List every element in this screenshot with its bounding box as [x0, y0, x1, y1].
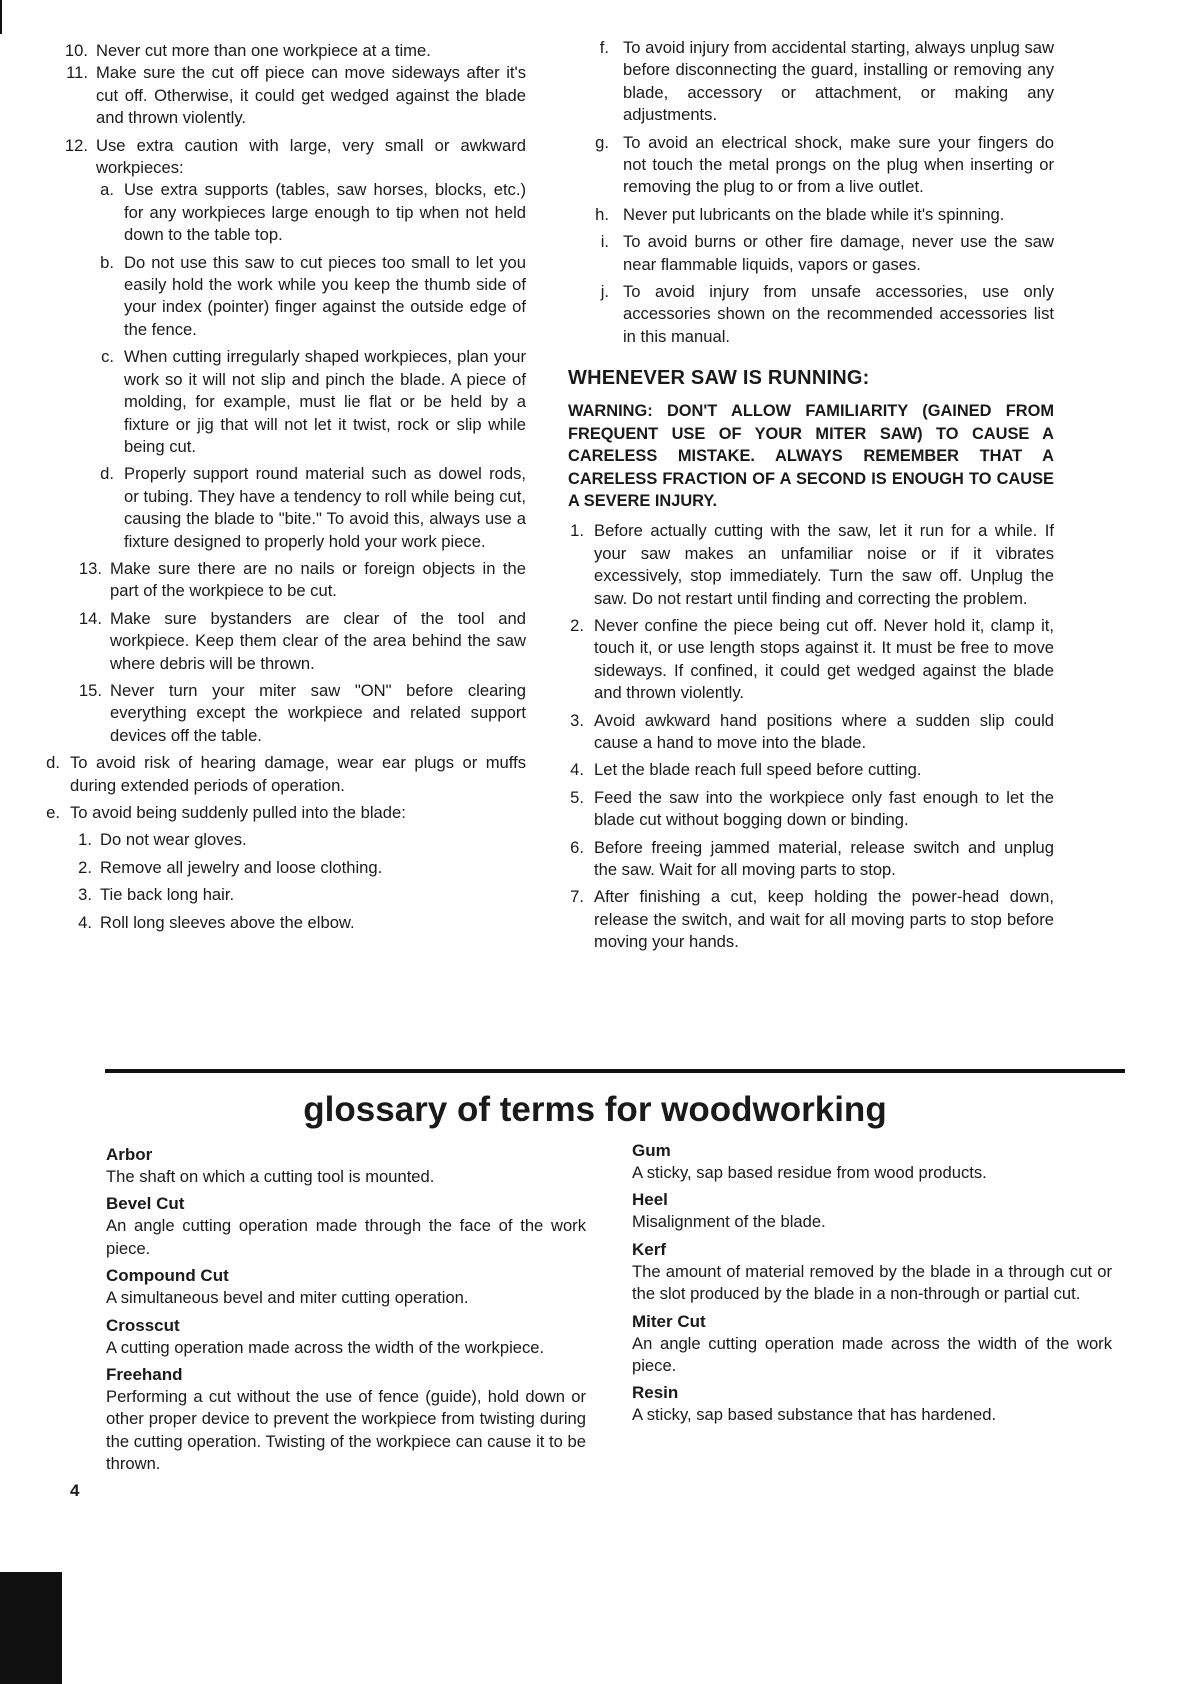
list-item-3: [570, 710, 1054, 755]
list-item-7: [570, 886, 1054, 953]
item-text: After finishing a cut, keep holding the power-head down, release the switch, and wait for all moving parts to stop before moving your hands.: [594, 887, 1054, 952]
list-item-h: [595, 204, 1054, 226]
item-text: Do not use this saw to cut pieces too small to let you easily hold the work while you keep the thumb side of your index (pointer) finger against the outside edge of the fence.: [124, 252, 526, 339]
list-item-10: [64, 40, 526, 62]
item-text: Never confine the piece being cut off. Never hold it, clamp it, touch it, or use length stops against it. It must be free to move sideways. If confined, it could get wedged against the blade and thrown violently.: [594, 615, 1054, 703]
sub-item-d: [100, 463, 526, 553]
list-item-15: [78, 680, 526, 747]
item-number: 1.: [570, 521, 584, 541]
list-item-f: [599, 37, 1054, 127]
sublist-12: [100, 179, 526, 553]
glossary-entry: [632, 1382, 1112, 1426]
item-text: Never cut more than one workpiece at a time.: [96, 41, 431, 60]
item-text: To avoid being suddenly pulled into the blade:: [70, 803, 406, 822]
glossary-left-column: [106, 1144, 586, 1481]
glossary-entry: [632, 1140, 1112, 1184]
item-text: To avoid burns or other fire damage, never use the saw near flammable liquids, vapors or gases.: [623, 232, 1054, 274]
item-number: 1.: [78, 830, 92, 850]
item-letter: a.: [100, 180, 114, 200]
item-text: When cutting irregularly shaped workpieces, plan your work so it will not slip and pinch the blade. A piece of molding, for example, must lie flat or be held by a fixture or jig that will not let it twist, rock or slip while being cut.: [124, 347, 526, 456]
item-text: Before actually cutting with the saw, let it run for a while. If your saw makes an unfamiliar noise or if it vibrates excessively, stop immediately. Turn the saw off. Unplug the saw. Do not restart until finding and correcting the problem.: [594, 521, 1054, 608]
glossary-term: Freehand: [106, 1365, 183, 1385]
glossary-definition: The amount of material removed by the blade in a through cut or the slot produced by the blade in a non-through or partial cut.: [632, 1261, 1112, 1304]
item-letter: g.: [595, 132, 609, 152]
glossary-right-column: [632, 1140, 1112, 1432]
item-text: Tie back long hair.: [100, 885, 235, 905]
glossary-definition: Performing a cut without the use of fence (guide), hold down or other proper device to prevent the workpiece from twisting during the cutting operation. Twisting of the workpiece can cause it to be thrown.: [106, 1387, 586, 1474]
item-text: To avoid an electrical shock, make sure your fingers do not touch the metal prongs on the plug when inserting or removing the plug to or from a live outlet.: [623, 132, 1054, 197]
glossary-term: Kerf: [632, 1239, 667, 1259]
e-sub-item-2: [78, 857, 526, 879]
item-number: 4.: [78, 912, 92, 932]
item-text: Use extra supports (tables, saw horses, blocks, etc.) for any workpieces large enough to tip when not held down to the table top.: [124, 180, 526, 245]
item-text: To avoid injury from accidental starting, always unplug saw before disconnecting the guard, installing or removing any blade, accessory or attachment, or making any adjustments.: [623, 38, 1054, 125]
list-item-6: [570, 837, 1054, 882]
item-number: 11.: [66, 63, 88, 83]
page-number: 4: [70, 1481, 80, 1500]
item-letter: i.: [600, 232, 609, 252]
item-number: 2.: [78, 857, 92, 877]
item-letter: e.: [46, 803, 60, 822]
sub-item-b: [100, 252, 526, 342]
item-letter: j.: [600, 282, 609, 302]
list-item-e: [46, 802, 526, 824]
list-item-13: [78, 558, 526, 603]
list-item-g: [595, 132, 1054, 199]
warning-text: WARNING: DON'T ALLOW FAMILIARITY (GAINED FROM FREQUENT USE OF YOUR MITER SAW) TO CAUSE A CARELESS MISTAKE. ALWAYS REMEMBER THAT A CARELESS FRACTION OF A SECOND IS ENOUGH TO CAUSE A SEVERE INJURY.: [568, 402, 1054, 510]
e-sub-item-1: [78, 829, 526, 851]
item-number: 4.: [570, 760, 584, 780]
item-text: Feed the saw into the workpiece only fast enough to let the blade cut without bogging down or binding.: [594, 787, 1054, 830]
item-number: 14.: [78, 608, 102, 628]
glossary-entry: [106, 1144, 586, 1188]
list-item-12: [64, 135, 526, 180]
glossary-term: Arbor: [106, 1145, 153, 1164]
item-text: Make sure bystanders are clear of the tool and workpiece. Keep them clear of the area behind the saw where debris will be thrown.: [110, 608, 526, 673]
item-number: 15.: [78, 680, 102, 700]
glossary-term: Gum: [632, 1141, 671, 1160]
item-text: Never put lubricants on the blade while it's spinning.: [623, 204, 1005, 224]
glossary-entry: [632, 1311, 1112, 1378]
list-item-j: [600, 281, 1054, 348]
item-text: Properly support round material such as dowel rods, or tubing. They have a tendency to roll while being cut, causing the blade to "bite." To avoid this, always use a fixture designed to properly hold your work piece.: [124, 464, 526, 551]
right-lettered-list: [595, 37, 1054, 348]
glossary-term: Bevel Cut: [106, 1194, 185, 1214]
section-heading: WHENEVER SAW IS RUNNING:: [568, 367, 870, 390]
list-item-i: [600, 231, 1054, 276]
item-text: Before freeing jammed material, release switch and unplug the saw. Wait for all moving parts to stop.: [594, 837, 1054, 879]
list-item-11: [66, 62, 526, 129]
glossary-definition: An angle cutting operation made across the width of the work piece.: [632, 1333, 1112, 1376]
item-text: To avoid risk of hearing damage, wear ear plugs or muffs during extended periods of operation.: [70, 753, 526, 795]
sub-item-a: [100, 179, 526, 246]
item-letter: c.: [101, 347, 114, 367]
e-sub-item-3: [78, 884, 526, 906]
sublist-e: [78, 829, 526, 934]
page-tab-marker: [0, 1572, 62, 1684]
list-item-14: [78, 608, 526, 675]
glossary-definition: A sticky, sap based substance that has hardened.: [632, 1405, 997, 1425]
glossary-entry: [632, 1239, 1112, 1306]
item-text: Do not wear gloves.: [100, 830, 247, 850]
glossary-term: Resin: [632, 1383, 679, 1403]
list-item-5: [570, 787, 1054, 832]
glossary-definition: An angle cutting operation made through the face of the work piece.: [106, 1216, 586, 1258]
glossary-definition: Misalignment of the blade.: [632, 1212, 826, 1232]
item-text: Never turn your miter saw "ON" before clearing everything except the workpiece and related support devices off the table.: [110, 680, 526, 745]
item-letter: b.: [100, 252, 114, 272]
glossary-definition: A simultaneous bevel and miter cutting operation.: [106, 1288, 469, 1308]
glossary-term: Miter Cut: [632, 1311, 706, 1331]
scan-edge-mark: [0, 0, 2, 34]
item-number: 3.: [570, 710, 584, 730]
glossary-definition: The shaft on which a cutting tool is mounted.: [106, 1167, 435, 1186]
item-text: To avoid injury from unsafe accessories, use only accessories shown on the recommended accessories list in this manual.: [623, 282, 1054, 346]
item-letter: d.: [100, 464, 114, 484]
glossary-definition: A cutting operation made across the width of the workpiece.: [106, 1337, 545, 1357]
list-item-2: [570, 615, 1054, 705]
item-letter: h.: [595, 204, 609, 224]
glossary-term: Heel: [632, 1190, 668, 1210]
section-divider: [105, 1069, 1125, 1073]
item-number: 13.: [78, 558, 102, 578]
item-number: 6.: [570, 837, 584, 857]
right-column: [568, 37, 1054, 954]
item-number: 5.: [570, 787, 584, 807]
item-letter: f.: [599, 38, 609, 57]
item-number: 12.: [64, 135, 88, 155]
e-sub-item-4: [78, 912, 526, 934]
glossary-definition: A sticky, sap based residue from wood products.: [632, 1163, 987, 1182]
item-text: Avoid awkward hand positions where a sudden slip could cause a hand to move into the blade.: [594, 710, 1054, 752]
glossary-entry: [106, 1193, 586, 1260]
item-text: Let the blade reach full speed before cutting.: [594, 760, 922, 780]
glossary-entry: [632, 1189, 1112, 1233]
glossary-term: Compound Cut: [106, 1266, 229, 1286]
glossary-title: glossary of terms for woodworking: [303, 1090, 887, 1129]
item-number: 3.: [78, 885, 92, 905]
list-item-d: [46, 752, 526, 797]
left-column: [46, 40, 526, 934]
item-text: Remove all jewelry and loose clothing.: [100, 857, 383, 877]
glossary-entry: [106, 1265, 586, 1309]
sub-item-c: [101, 346, 526, 458]
list-item-4: [570, 759, 1054, 781]
item-text: Make sure the cut off piece can move sideways after it's cut off. Otherwise, it could get wedged against the blade and thrown violently.: [96, 63, 526, 128]
list-item-1: [570, 520, 1054, 610]
item-number: 2.: [570, 615, 584, 635]
item-text: Make sure there are no nails or foreign objects in the part of the workpiece to be cut.: [110, 558, 526, 601]
glossary-entry: [106, 1315, 586, 1359]
item-letter: d.: [46, 753, 60, 773]
glossary-term: Crosscut: [106, 1315, 180, 1335]
item-text: Use extra caution with large, very small or awkward workpieces:: [96, 135, 526, 178]
item-number: 7.: [570, 887, 584, 907]
right-numbered-list: [570, 520, 1054, 953]
glossary-entry: [106, 1364, 586, 1476]
item-text: Roll long sleeves above the elbow.: [100, 912, 355, 932]
item-number: 10.: [64, 41, 88, 60]
